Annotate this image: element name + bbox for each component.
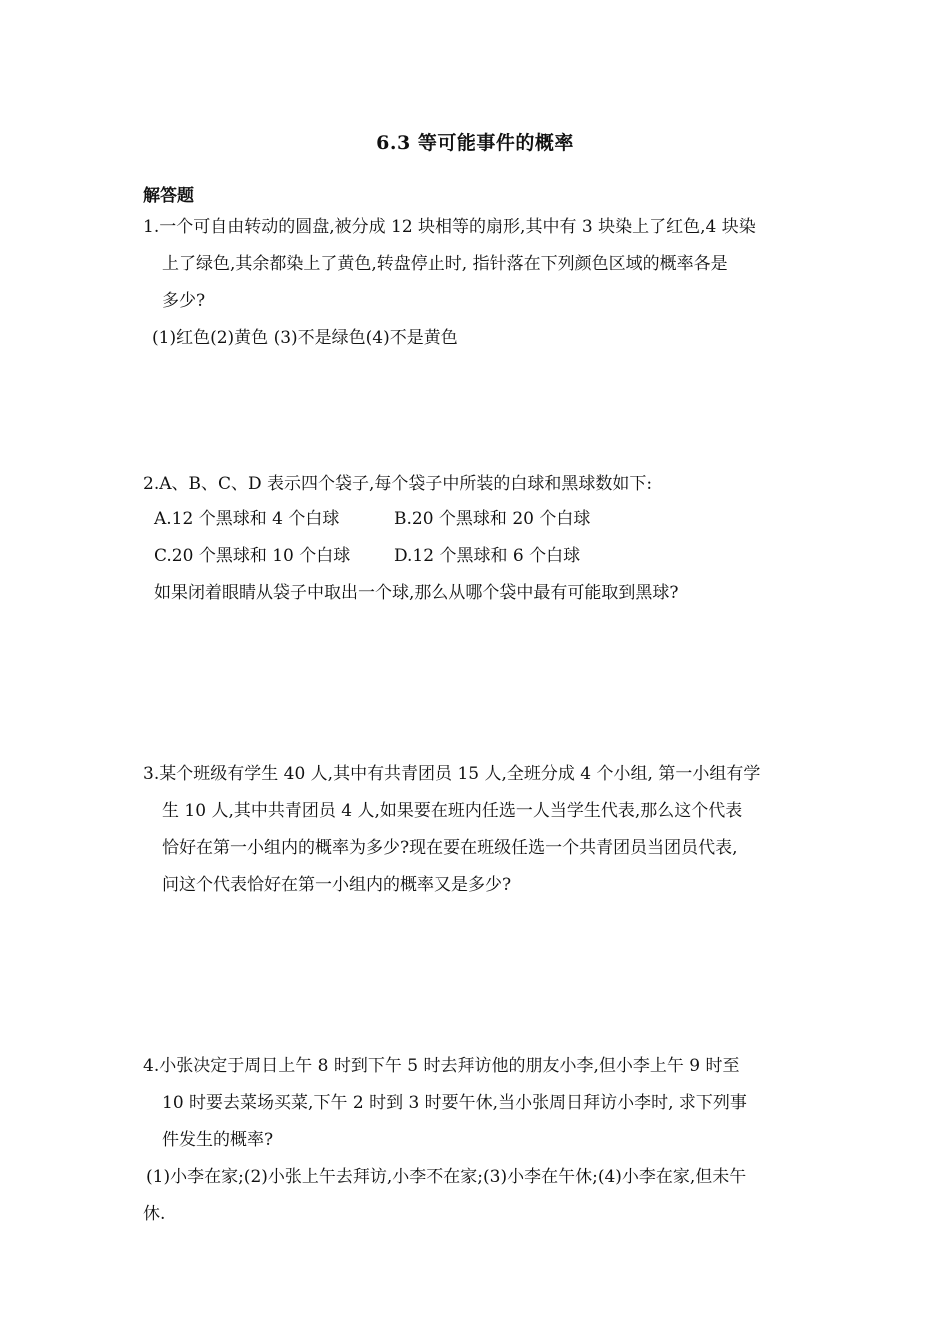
question-4-subparts: (1)小李在家;(2)小张上午去拜访,小李不在家;(3)小李在午休;(4)小李在家,但未午 [146,1167,747,1187]
question-2-option-a: A.12 个黑球和 4 个白球 [154,509,340,529]
question-3-line-4: 问这个代表恰好在第一小组内的概率又是多少? [162,875,512,895]
question-3-line-2: 生 10 人,其中共青团员 4 人,如果要在班内任选一人当学生代表,那么这个代表 [162,801,743,821]
question-2-option-b: B.20 个黑球和 20 个白球 [394,509,591,529]
question-1-line-1: 1.一个可自由转动的圆盘,被分成 12 块相等的扇形,其中有 3 块染上了红色,4 块染 [143,217,756,237]
question-3-line-1: 3.某个班级有学生 40 人,其中有共青团员 15 人,全班分成 4 个小组, 第一小组有学 [143,764,761,784]
question-3-line-3: 恰好在第一小组内的概率为多少?现在要在班级任选一个共青团员当团员代表, [162,838,738,858]
question-2-option-c: C.20 个黑球和 10 个白球 [154,546,351,566]
question-1-line-3: 多少? [162,291,206,311]
question-4-line-3: 件发生的概率? [162,1130,274,1150]
question-4-line-2: 10 时要去菜场买菜,下午 2 时到 3 时要午休,当小张周日拜访小李时, 求下列事 [162,1093,747,1113]
question-1-subparts: (1)红色(2)黄色 (3)不是绿色(4)不是黄色 [152,328,458,348]
question-2-option-d: D.12 个黑球和 6 个白球 [394,546,581,566]
section-heading: 解答题 [143,186,194,206]
question-4-line-1: 4.小张决定于周日上午 8 时到下午 5 时去拜访他的朋友小李,但小李上午 9 时至 [143,1056,740,1076]
question-1-line-2: 上了绿色,其余都染上了黄色,转盘停止时, 指针落在下列颜色区域的概率各是 [162,254,728,274]
page-title: 6.3 等可能事件的概率 [376,132,574,154]
question-4-subparts-continued: 休. [143,1204,166,1224]
question-2-line-1: 2.A、B、C、D 表示四个袋子,每个袋子中所装的白球和黑球数如下: [143,474,653,494]
question-2-question: 如果闭着眼睛从袋子中取出一个球,那么从哪个袋中最有可能取到黑球? [154,583,679,603]
